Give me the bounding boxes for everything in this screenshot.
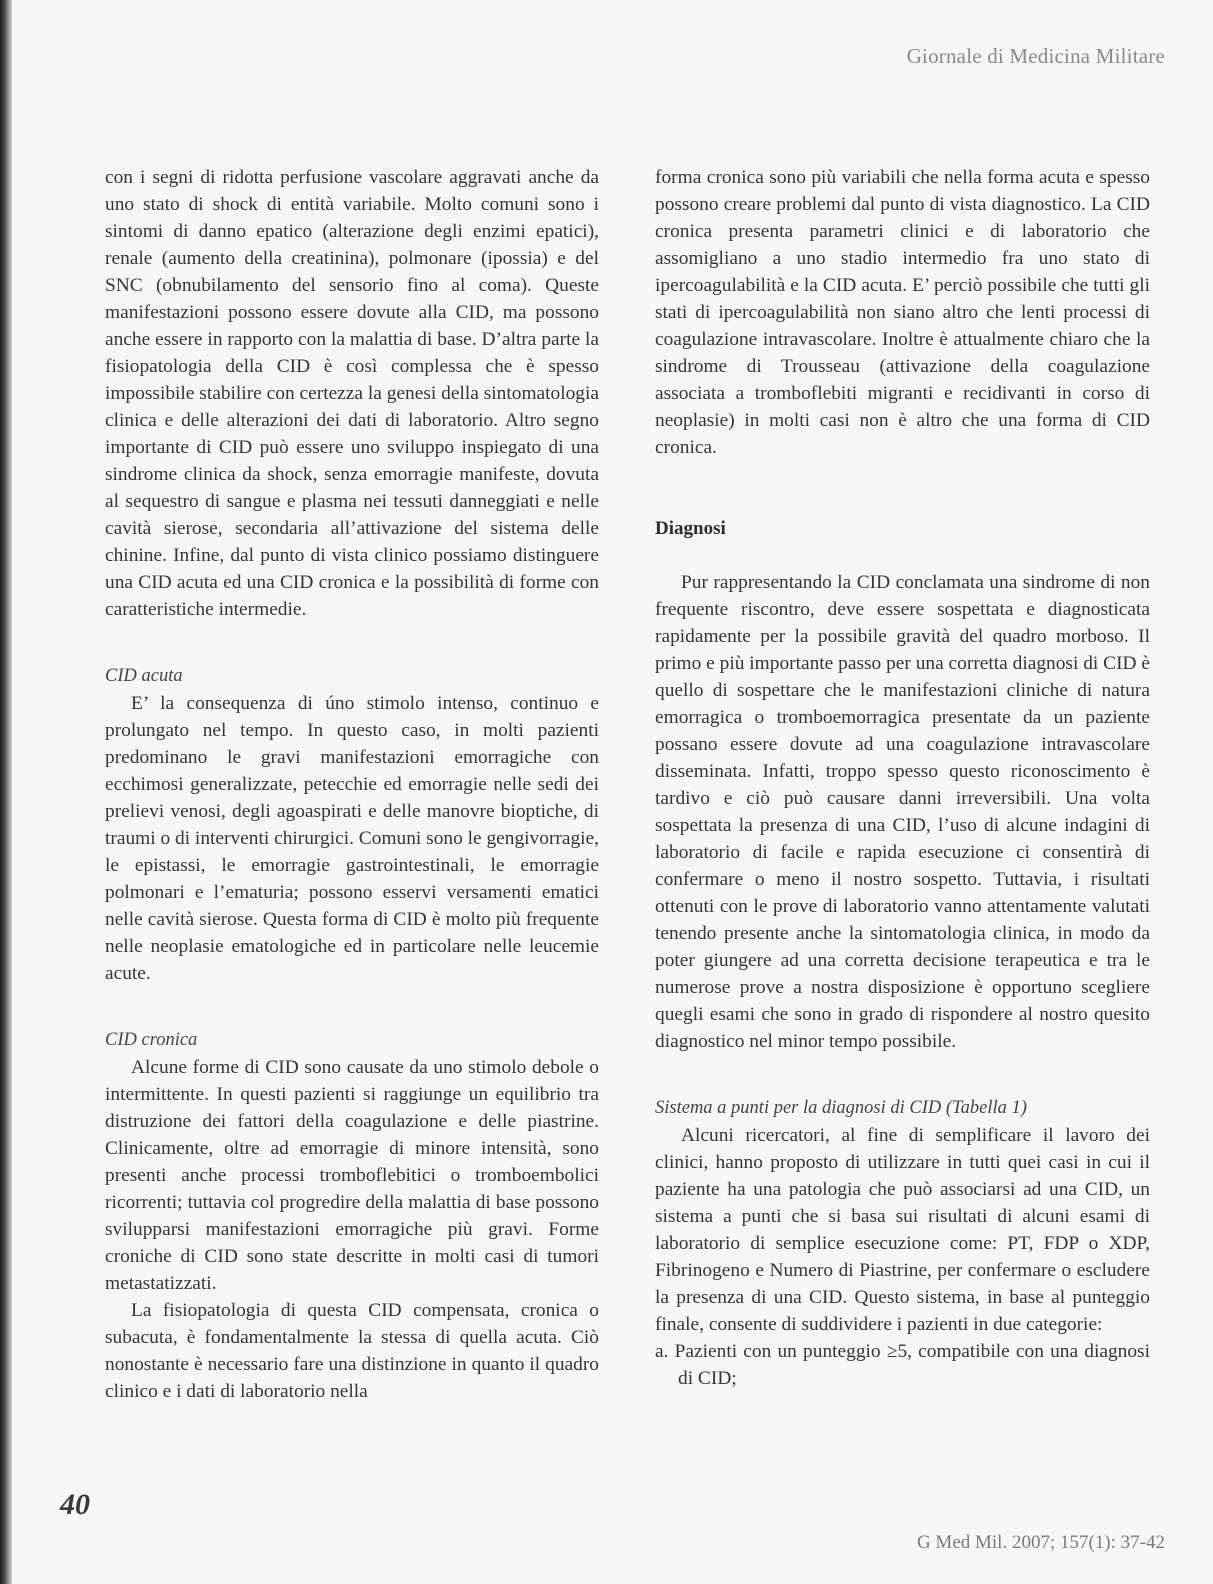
body-paragraph: con i segni di ridotta perfusione vascolare aggravati anche da uno stato di shock di entità variabile. Molto comuni sono i sintomi di danno epatico (alterazione degli enzimi epatici), renale (aumento della creatinina), polmonare (ipossia) e del SNC (obnubilamento del sensorio fino al coma). Queste manifestazioni possono essere dovute alla CID, ma possono anche essere in rapporto con la malattia di base. D’altra parte la fisiopatologia della CID è così complessa che è spesso impossibile stabilire con certezza la genesi della sintomatologia clinica e delle alterazioni dei dati di laboratorio. Altro segno importante di CID può essere uno sviluppo inspiegato di una sindrome clinica da shock, senza emorragie manifeste, dovuta al sequestro di sangue e plasma nei tessuti danneggiati e nelle cavità sierose, secondaria all’attivazione del sistema delle chinine. Infine, dal punto di vista clinico possiamo distinguere una CID acuta ed una CID cronica e la possibilità di forme con caratteristiche intermedie. bbox=[105, 167, 599, 620]
section-heading-diagnosi: Diagnosi bbox=[655, 518, 726, 539]
body-paragraph: forma cronica sono più variabili che nella forma acuta e spesso possono creare problemi dal punto di vista diagnostico. La CID cronica presenta parametri clinici e di laboratorio che assomigliano a uno stadio intermedio fra uno stato di ipercoagulabilità e la CID acuta. E’ perciò possibile che tutti gli stati di ipercoagulabilità non siano altro che lenti processi di coagulazione intravascolare. Inoltre è attualmente chiaro che la sindrome di Trousseau (attivazione della coagulazione associata a tromboflebiti migranti e recidivanti in corso di neoplasie) in molti casi non è altro che una forma di CID cronica. bbox=[655, 167, 1150, 458]
list-item: a. Pazienti con un punteggio ≥5, compatibile con una diagnosi di CID; bbox=[655, 1341, 1150, 1389]
binding-edge bbox=[0, 0, 12, 1584]
criteria-list bbox=[655, 1338, 1150, 1392]
journal-title: Giornale di Medicina Militare bbox=[906, 44, 1165, 68]
body-paragraph: Pur rappresentando la CID conclamata una sindrome di non frequente riscontro, deve essere sospettata e diagnosticata rapidamente per la possibile gravità del quadro morboso. Il primo e più importante passo per una corretta diagnosi di CID è quello di sospettare che le manifestazioni cliniche di natura emorragica o tromboemorragica presentate da un paziente possano essere dovute ad una coagulazione intravascolare disseminata. Infatti, troppo spesso questo riconoscimento è tardivo e ciò può causare danni irreversibili. Una volta sospettata la presenza di una CID, l’uso di alcune indagini di laboratorio di facile e rapida esecuzione ci consentirà di confermare o meno il nostro sospetto. Tuttavia, i risultati ottenuti con le prove di laboratorio vanno attentamente valutati tenendo presente anche la sintomatologia clinica, in modo da poter giungere ad una corretta decisione terapeutica e tra le numerose prove a nostra disposizione è opportuno scegliere quegli esami che sono in grado di rispondere al nostro quesito diagnostico nel minor tempo possibile. bbox=[655, 572, 1150, 1052]
subheading-cid-acuta: CID acuta bbox=[105, 666, 183, 686]
subheading-cid-cronica: CID cronica bbox=[105, 1030, 198, 1050]
subheading-sistema-a-punti: Sistema a punti per la diagnosi di CID (Tabella 1) bbox=[655, 1098, 1027, 1118]
right-column bbox=[655, 164, 1150, 1392]
body-paragraph: E’ la consequenza di úno stimolo intenso, continuo e prolungato nel tempo. In questo caso, in molti pazienti predominano le gravi manifestazioni emorragiche con ecchimosi generalizzate, petecchie ed emorragie nelle sedi dei prelievi venosi, degli agoaspirati e delle manovre bioptiche, di traumi o di interventi chirurgici. Comuni sono le gengivorragie, le epistassi, le emorragie gastrointestinali, le emorragie polmonari e l’ematuria; possono esservi versamenti ematici nelle cavità sierose. Questa forma di CID è molto più frequente nelle neoplasie ematologiche ed in particolare nelle leucemie acute. bbox=[105, 693, 599, 984]
body-paragraph: La fisiopatologia di questa CID compensata, cronica o subacuta, è fondamentalmente la stessa di quella acuta. Ciò nonostante è necessario fare una distinzione in quanto il quadro clinico e i dati di laboratorio nella bbox=[105, 1300, 599, 1402]
body-paragraph: Alcune forme di CID sono causate da uno stimolo debole o intermittente. In questi pazienti si raggiunge un equilibrio tra distruzione dei fattori della coagulazione e delle piastrine. Clinicamente, oltre ad emorragie di minore intensità, sono presenti anche processi tromboflebitici o tromboembolici ricorrenti; tuttavia col progredire della malattia di base possono svilupparsi manifestazioni emorragiche più gravi. Forme croniche di CID sono state descritte in molti casi di tumori metastatizzati. bbox=[105, 1057, 599, 1294]
body-paragraph: Alcuni ricercatori, al fine di semplificare il lavoro dei clinici, hanno proposto di utilizzare in tutti quei casi in cui il paziente ha una patologia che può associarsi ad una CID, un sistema a punti che si basa sui risultati di alcuni esami di laboratorio di semplice esecuzione come: PT, FDP o XDP, Fibrinogeno e Numero di Piastrine, per confermare o escludere la presenza di una CID. Questo sistema, in base al punteggio finale, consente di suddividere i pazienti in due categorie: bbox=[655, 1125, 1150, 1335]
page-number: 40 bbox=[60, 1488, 90, 1521]
left-column bbox=[105, 164, 599, 1405]
journal-citation: G Med Mil. 2007; 157(1): 37-42 bbox=[916, 1532, 1165, 1553]
